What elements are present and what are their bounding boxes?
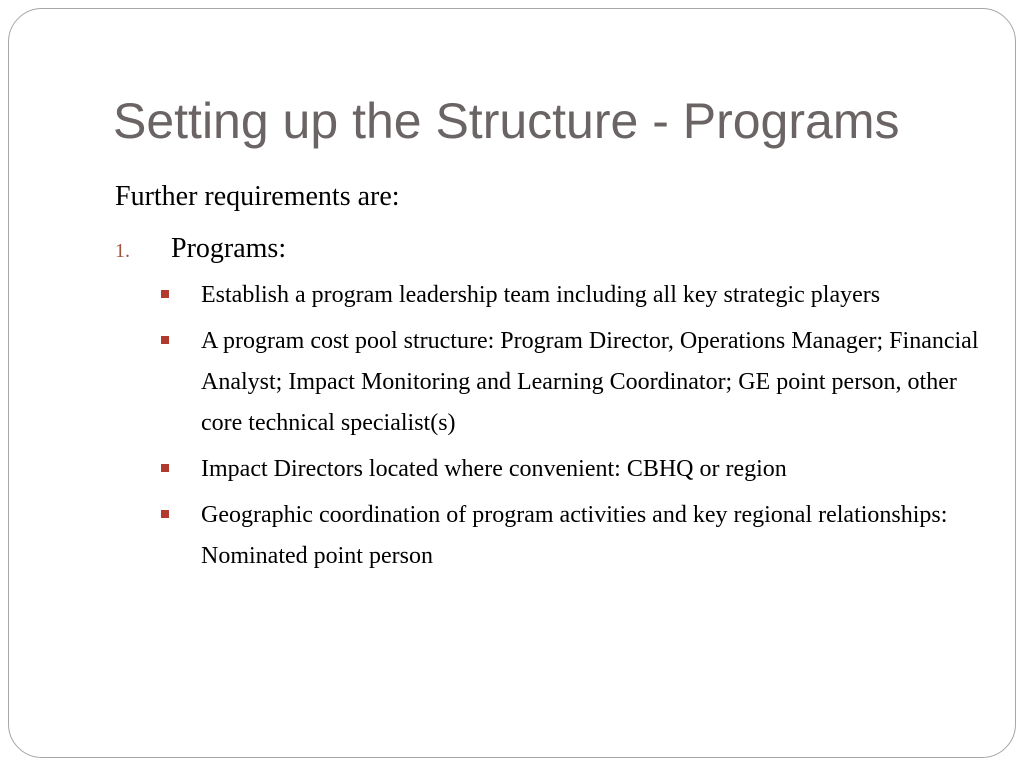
- square-bullet-icon: [161, 464, 169, 472]
- bullet-item: [115, 495, 991, 577]
- intro-text: Further requirements are:: [115, 181, 400, 212]
- numbered-item-programs: [115, 229, 975, 269]
- slide-title: Setting up the Structure - Programs: [113, 93, 900, 149]
- bullet-item: [115, 449, 991, 490]
- square-bullet-icon: [161, 510, 169, 518]
- square-bullet-icon: [161, 290, 169, 298]
- bullet-text: A program cost pool structure: Program Director, Operations Manager; Financial Analyst; Impact Monitoring and Learning Coordinator; GE point person, other core technical specialist(s): [201, 328, 979, 436]
- bullet-item: [115, 275, 991, 316]
- bullet-list: [115, 275, 979, 577]
- bullet-text: Impact Directors located where convenient: CBHQ or region: [201, 456, 787, 482]
- list-number: 1.: [115, 240, 130, 262]
- square-bullet-icon: [161, 336, 169, 344]
- slide: [8, 8, 1016, 758]
- bullet-text: Geographic coordination of program activities and key regional relationships: Nominated point person: [201, 502, 948, 569]
- slide-body: [115, 177, 979, 582]
- bullet-text: Establish a program leadership team including all key strategic players: [201, 282, 881, 308]
- bullet-item: [115, 321, 991, 444]
- list-label: Programs:: [171, 233, 287, 264]
